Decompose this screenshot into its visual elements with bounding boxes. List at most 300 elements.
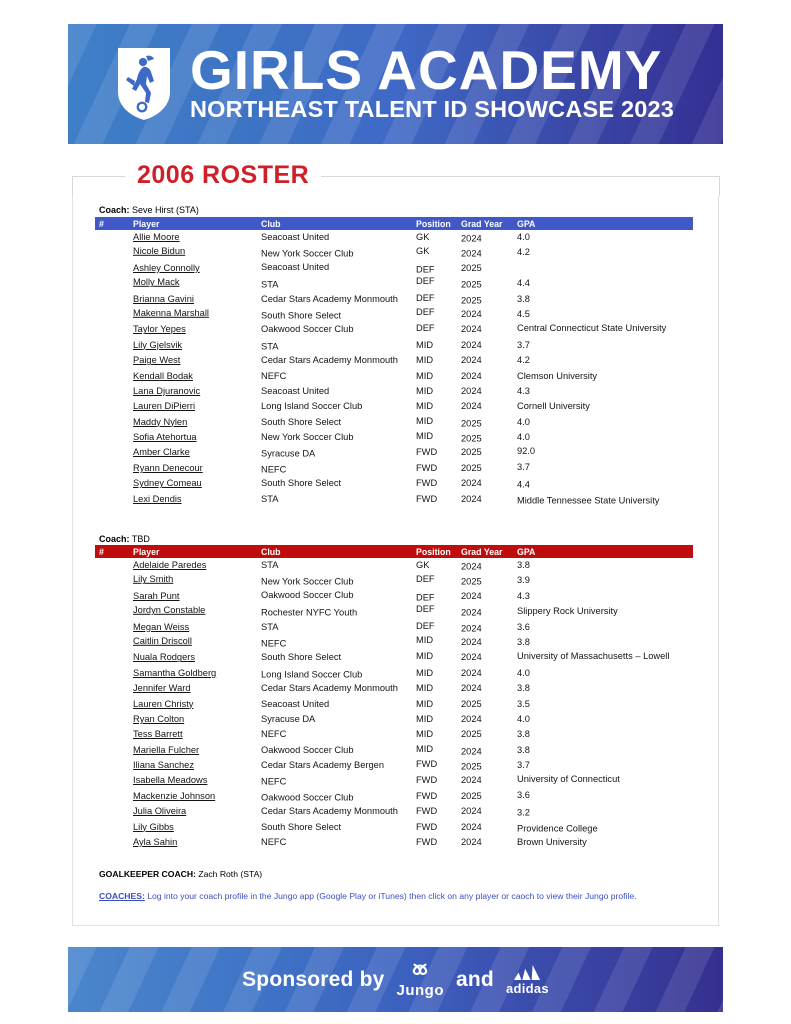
player-name-link[interactable]: Mariella Fulcher [133,744,200,755]
cell-position: MID [416,634,434,645]
player-name-link[interactable]: Lily Gjelsvik [133,339,183,350]
player-name-link[interactable]: Lily Smith [133,574,174,585]
player-name-link[interactable]: Jordyn Constable [133,604,206,615]
col-header-player: Player [133,218,160,229]
cell-num [95,666,133,681]
coach-label: Coach: [99,534,130,544]
cell-club: Cedar Stars Academy Monmouth [261,355,398,366]
cell-gradyear: 2024 [461,385,482,396]
cell-position: MID [416,667,434,678]
cell-player[interactable] [133,353,261,368]
player-name-link[interactable]: Amber Clarke [133,447,190,458]
cell-player[interactable] [133,758,261,773]
table-row [95,384,693,399]
col-header-num: # [99,218,104,229]
cell-gpa: 4.0 [517,432,530,443]
cell-position: FWD [416,806,438,817]
cell-num [95,461,133,476]
player-name-link[interactable]: Nuala Rodgers [133,652,196,663]
cell-player[interactable] [133,244,261,259]
cell-num [95,322,133,337]
cell-player[interactable] [133,492,261,507]
cell-gradyear: 2024 [461,652,482,663]
player-name-link[interactable]: Ryan Colton [133,713,185,724]
girls-academy-shield-logo [116,46,172,122]
coach-name: Seve Hirst (STA) [132,205,199,215]
cell-num [95,589,133,604]
table-row [95,604,693,619]
event-subtitle: NORTHEAST TALENT ID SHOWCASE 2023 [190,96,675,123]
player-name-link[interactable]: Sofia Atehortua [133,432,197,443]
cell-position: DEF [416,292,435,303]
cell-player[interactable] [133,820,261,835]
cell-gpa: 4.0 [517,713,530,724]
table-row [95,307,693,322]
table-row [95,261,693,276]
cell-position: FWD [416,837,438,848]
cell-gpa: Central Connecticut State University [517,323,667,334]
cell-position: FWD [416,478,438,489]
cell-num [95,820,133,835]
cell-position: GK [416,246,430,257]
cell-club: Seacoast United [261,698,330,709]
cell-player[interactable] [133,275,261,290]
cell-position: GK [416,560,430,570]
cell-num [95,230,133,245]
table-row [95,773,693,788]
cell-club: Syracuse DA [261,448,316,459]
player-name-link[interactable]: Ayla Sahin [133,837,178,848]
cell-gradyear: 2024 [461,308,482,319]
cell-gpa: 4.2 [517,247,530,258]
cell-gpa: 4.3 [517,385,530,396]
cell-position: MID [416,713,434,724]
player-name-link[interactable]: Kendall Bodak [133,370,193,381]
cell-gpa: 3.6 [517,621,530,632]
cell-num [95,338,133,353]
goalkeeper-coach-name: Zach Roth (STA) [198,869,263,879]
cell-position: MID [416,355,434,366]
cell-player[interactable] [133,666,261,681]
cell-gradyear: 2025 [461,729,482,740]
cell-gradyear: 2025 [461,790,482,801]
cell-club: Seacoast United [261,261,330,272]
cell-player[interactable] [133,697,261,712]
player-name-link[interactable]: Ashley Connolly [133,262,200,273]
cell-position: MID [416,651,434,662]
table-row [95,743,693,758]
adidas-wordmark: adidas [505,981,549,996]
cell-gpa [517,261,693,276]
cell-gpa: 4.0 [517,667,530,678]
cell-gpa: 4.4 [517,479,530,490]
player-name-link[interactable]: Maddy Nylen [133,416,188,427]
cell-gpa: 4.0 [517,232,530,242]
player-name-link[interactable]: Mackenzie Johnson [133,790,216,801]
coaches-instruction-note[interactable] [99,891,637,901]
cell-club: South Shore Select [261,652,342,663]
cell-num [95,430,133,445]
table-row [95,415,693,430]
cell-gradyear: 2025 [461,433,482,444]
table-row [95,589,693,604]
cell-player[interactable] [133,558,261,573]
cell-gradyear: 2025 [461,462,482,473]
cell-player[interactable] [133,743,261,758]
cell-player[interactable] [133,445,261,460]
cell-position: MID [416,729,434,740]
cell-player[interactable] [133,681,261,696]
cell-num [95,789,133,804]
cell-gpa: 4.2 [517,355,530,366]
cell-gpa: 3.8 [517,683,530,694]
player-name-link[interactable]: Lana Djuranovic [133,385,201,396]
cell-gpa: 4.5 [517,308,530,319]
player-name-link[interactable]: Ryann Denecour [133,462,203,473]
player-name-link[interactable]: Lauren DiPierri [133,401,196,412]
cell-num [95,620,133,635]
cell-player[interactable] [133,430,261,445]
cell-gpa: 3.8 [517,729,530,740]
table-row [95,758,693,773]
cell-player[interactable] [133,603,261,618]
cell-gradyear: 2024 [461,561,482,572]
cell-gradyear: 2025 [461,262,482,273]
cell-club: Oakwood Soccer Club [261,744,354,755]
cell-club: NEFC [261,370,287,381]
adidas-logo [506,964,549,995]
cell-club: New York Soccer Club [261,432,354,443]
cell-player[interactable] [133,338,261,353]
cell-gpa: 3.6 [517,789,530,800]
cell-player[interactable] [133,620,261,635]
cell-player[interactable] [133,712,261,727]
cell-position: DEF [416,620,435,631]
player-name-link[interactable]: Julia Oliveira [133,806,187,817]
col-header-gradyear: Grad Year [461,546,503,557]
cell-gpa: 3.8 [517,636,530,647]
cell-gpa: 3.7 [517,339,530,350]
cell-position: DEF [416,306,435,317]
cell-position: MID [416,370,434,381]
cell-position: MID [416,339,434,350]
coach-line-team1 [99,205,199,216]
adidas-three-bars-icon [513,964,541,981]
cell-position: DEF [416,603,435,614]
cell-club: Long Island Soccer Club [261,401,363,412]
cell-num [95,727,133,742]
player-name-link[interactable]: Lauren Christy [133,698,194,709]
cell-club: Seacoast United [261,385,330,396]
player-name-link[interactable]: Allie Moore [133,232,180,242]
cell-gradyear: 2025 [461,447,482,458]
cell-club: South Shore Select [261,310,342,321]
cell-player[interactable] [133,572,261,587]
sponsor-text: Sponsored by [242,967,385,991]
cell-club: Oakwood Soccer Club [261,792,354,803]
cell-gpa: Brown University [517,837,587,848]
cell-position: MID [416,415,434,426]
cell-player[interactable] [133,461,261,476]
col-header-club: Club [261,546,281,557]
cell-num [95,635,133,650]
cell-gradyear: 2024 [461,713,482,724]
table-header-row [95,545,693,558]
sponsor-banner [68,947,723,1012]
cell-club: Seacoast United [261,232,330,242]
cell-gpa: 3.8 [517,560,530,570]
player-name-link[interactable]: Molly Mack [133,276,180,287]
cell-gpa: University of Massachusetts – Lowell [517,651,670,662]
cell-num [95,558,133,573]
cell-gradyear: 2024 [461,746,482,757]
cell-gpa: Clemson University [517,370,598,381]
cell-player[interactable] [133,292,261,307]
player-name-link[interactable]: Paige West [133,355,181,366]
cell-gradyear: 2024 [461,590,482,601]
cell-club: STA [261,621,279,632]
cell-position: DEF [416,275,435,286]
cell-gradyear: 2025 [461,576,482,587]
coach-name: TBD [131,534,150,544]
cell-position: MID [416,430,434,441]
cell-gradyear: 2024 [461,233,482,244]
cell-gradyear: 2024 [461,339,482,350]
cell-player[interactable] [133,384,261,399]
cell-num [95,743,133,758]
player-name-link[interactable]: Samantha Goldberg [133,667,217,678]
player-name-link[interactable]: Brianna Gavini [133,293,194,304]
cell-player[interactable] [133,650,261,665]
cell-position: DEF [416,264,435,275]
cell-club: Oakwood Soccer Club [261,589,354,600]
cell-gradyear: 2024 [461,370,482,381]
table-body [95,558,693,850]
table-row [95,573,693,588]
cell-player[interactable] [133,589,261,604]
cell-position: DEF [416,323,435,334]
cell-club: Cedar Stars Academy Bergen [261,760,384,771]
cell-position: FWD [416,447,438,458]
cell-gradyear: 2024 [461,683,482,694]
cell-num [95,773,133,788]
cell-gradyear: 2024 [461,607,482,618]
cell-club: NEFC [261,729,287,740]
cell-club: STA [261,493,279,504]
cell-position: MID [416,401,434,412]
cell-gpa: 4.3 [517,590,530,601]
table-row [95,276,693,291]
table-row [95,430,693,445]
cell-gradyear: 2024 [461,248,482,259]
cell-club: New York Soccer Club [261,576,354,587]
cell-player[interactable] [133,322,261,337]
cell-club: NEFC [261,464,287,475]
table-row [95,353,693,368]
cell-gradyear: 2024 [461,355,482,366]
player-name-link[interactable]: Tess Barrett [133,729,183,740]
cell-player[interactable] [133,399,261,414]
table-row [95,697,693,712]
cell-gpa: 3.2 [517,807,530,818]
table-row [95,338,693,353]
table-row [95,789,693,804]
cell-club: STA [261,341,279,352]
coaches-label[interactable]: COACHES: [99,891,145,901]
player-name-link[interactable]: Megan Weiss [133,621,190,632]
cell-gpa: 3.5 [517,698,530,709]
player-name-link[interactable]: Jennifer Ward [133,683,191,694]
table-row [95,681,693,696]
goalkeeper-coach-note [99,869,262,879]
cell-gradyear: 2025 [461,761,482,772]
table-row [95,835,693,850]
player-name-link[interactable]: Lily Gibbs [133,821,174,832]
jungo-knot-icon [408,962,432,982]
cell-position: FWD [416,462,438,473]
cell-player[interactable] [133,476,261,491]
table-body [95,230,693,507]
cell-gradyear: 2024 [461,636,482,647]
coach-line-team2 [99,534,150,545]
cell-player[interactable] [133,804,261,819]
cell-gradyear: 2025 [461,698,482,709]
cell-club: STA [261,560,279,570]
table-row [95,292,693,307]
cell-num [95,573,133,588]
player-name-link[interactable]: Sydney Comeau [133,478,202,489]
cell-gpa: 4.0 [517,416,530,427]
page-title: 2006 ROSTER [125,160,321,190]
player-name-link[interactable]: Lexi Dendis [133,493,182,504]
cell-player[interactable] [133,835,261,850]
body-left-rule [72,196,73,926]
table-row [95,820,693,835]
cell-num [95,384,133,399]
cell-player[interactable] [133,727,261,742]
cell-position: FWD [416,790,438,801]
cell-num [95,276,133,291]
coaches-text: Log into your coach profile in the Jungo app (Google Play or iTunes) then click on any player or caoch to view their Jungo profile. [147,891,637,901]
cell-num [95,307,133,322]
cell-position: FWD [416,775,438,786]
cell-position: FWD [416,493,438,504]
cell-num [95,445,133,460]
player-name-link[interactable]: Caitlin Driscoll [133,635,192,646]
cell-num [95,650,133,665]
cell-num [95,804,133,819]
cell-club: Syracuse DA [261,713,316,724]
roster-table-team1 [95,217,693,507]
player-name-link[interactable]: Sarah Punt [133,590,180,601]
table-row [95,476,693,491]
table-row [95,322,693,337]
cell-num [95,369,133,384]
table-row [95,804,693,819]
cell-gradyear: 2025 [461,418,482,429]
cell-gradyear: 2024 [461,667,482,678]
cell-num [95,245,133,260]
cell-gradyear: 2024 [461,401,482,412]
cell-gradyear: 2025 [461,294,482,305]
col-header-position: Position [416,546,451,557]
cell-club: NEFC [261,638,287,649]
cell-club: South Shore Select [261,416,342,427]
cell-position: DEF [416,574,435,585]
cell-club: South Shore Select [261,478,342,489]
cell-club: Cedar Stars Academy Monmouth [261,293,398,304]
cell-gpa: Middle Tennessee State University [517,495,660,506]
cell-player[interactable] [133,369,261,384]
cell-gpa: 3.8 [517,293,530,304]
player-name-link[interactable]: Adelaide Paredes [133,560,207,570]
table-header-row [95,217,693,230]
table-row [95,399,693,414]
cell-gradyear: 2024 [461,775,482,786]
cell-club: New York Soccer Club [261,248,354,259]
cell-gpa: Providence College [517,823,598,834]
cell-player[interactable] [133,789,261,804]
cell-player[interactable] [133,261,261,276]
cell-club: NEFC [261,776,287,787]
cell-club: Cedar Stars Academy Monmouth [261,683,398,694]
cell-gpa: 4.4 [517,278,530,289]
table-row [95,635,693,650]
table-row [95,712,693,727]
goalkeeper-coach-label: GOALKEEPER COACH: [99,869,196,879]
cell-num [95,476,133,491]
table-row [95,369,693,384]
roster-table-team2 [95,545,693,850]
player-name-link[interactable]: Makenna Marshall [133,307,209,318]
player-name-link[interactable]: Isabella Meadows [133,775,208,786]
cell-num [95,758,133,773]
cell-player[interactable] [133,634,261,649]
cell-club: Oakwood Soccer Club [261,324,354,335]
cell-num [95,261,133,276]
cell-position: MID [416,385,434,396]
col-header-num: # [99,546,104,557]
table-row [95,558,693,573]
cell-gradyear: 2024 [461,821,482,832]
player-name-link[interactable]: Iliana Sanchez [133,760,194,771]
cell-player[interactable] [133,230,261,245]
cell-gpa: 3.8 [517,744,530,755]
col-header-gpa: GPA [517,546,536,557]
col-header-player: Player [133,546,160,557]
cell-club: Long Island Soccer Club [261,669,363,680]
col-header-gpa: GPA [517,218,536,229]
cell-num [95,681,133,696]
cell-player[interactable] [133,773,261,788]
cell-position: MID [416,698,434,709]
player-name-link[interactable]: Taylor Yepes [133,324,186,335]
cell-club: Rochester NYFC Youth [261,607,358,618]
cell-club: South Shore Select [261,821,342,832]
table-row [95,492,693,507]
cell-player[interactable] [133,415,261,430]
cell-club: STA [261,279,279,290]
player-name-link[interactable]: Nicole Bidun [133,246,186,257]
cell-gradyear: 2024 [461,837,482,848]
cell-gpa: University of Connecticut [517,774,620,785]
cell-player[interactable] [133,306,261,321]
event-banner [68,24,723,144]
cell-num [95,292,133,307]
cell-gpa: 3.7 [517,461,530,472]
coach-label: Coach: [99,205,130,215]
table-row [95,727,693,742]
